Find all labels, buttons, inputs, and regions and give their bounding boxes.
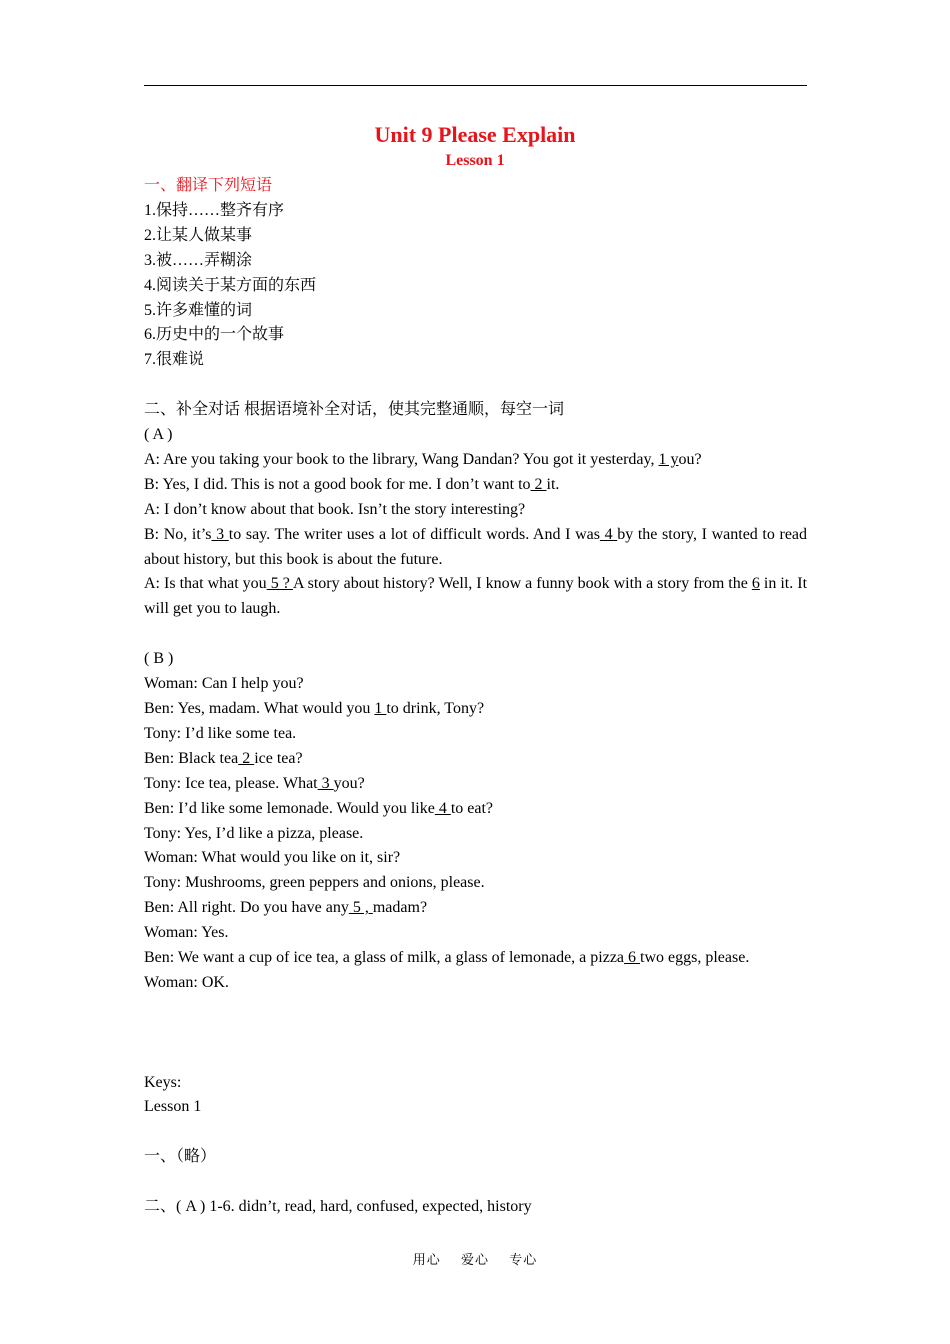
key-section1: 一、（略） (144, 1148, 217, 1166)
dialogue-b-line (144, 971, 807, 996)
dialogue-a-line (144, 448, 807, 473)
dialogue-b (144, 672, 807, 996)
blank: 6 (624, 949, 641, 967)
text-run: A: Is that what you (144, 575, 267, 593)
footer-item: 专心 (509, 1252, 538, 1267)
phrase-item: 5.许多难懂的词 (144, 301, 253, 319)
text-run: Woman: Yes. (144, 924, 229, 942)
blank: 5 , (348, 899, 373, 917)
dialogue-b-line (144, 921, 807, 946)
blank: 5 ? (266, 575, 293, 593)
text-run: Ben: I’d like some lemonade. Would you like (144, 799, 435, 817)
lesson-subtitle: Lesson 1 (445, 152, 505, 169)
blank: 3 (317, 774, 334, 792)
page-title: Unit 9 Please Explain (374, 122, 576, 147)
keys-lesson: Lesson 1 (144, 1098, 202, 1116)
dialogue-b-line (144, 896, 807, 921)
dialogue-b-line (144, 871, 807, 896)
blank: 1 (374, 700, 387, 717)
top-rule (144, 85, 807, 86)
text-run: Woman: What would you like on it, sir? (144, 849, 401, 867)
page-footer (0, 1249, 950, 1268)
phrase-item: 3.被……弄糊涂 (144, 251, 253, 269)
text-run: A: Are you taking your book to the library, Wang Dandan? You got it yesterday, (144, 450, 659, 468)
dialogue-b-line (144, 846, 807, 871)
dialogue-a-label: ( A ) (144, 426, 173, 444)
phrase-item: 1.保持……整齐有序 (144, 201, 285, 219)
section1-heading: 一、翻译下列短语 (144, 177, 273, 194)
text-run: you? (333, 774, 365, 792)
dialogue-b-line (144, 747, 807, 772)
blank: 3 (211, 525, 229, 543)
dialogue-b-label: ( B ) (144, 650, 174, 668)
dialogue-b-line (144, 672, 807, 697)
text-run: Ben: We want a cup of ice tea, a glass of milk, a glass of lemonade, a pizza (144, 949, 625, 967)
phrase-item: 2.让某人做某事 (144, 226, 253, 244)
dialogue-b-line (144, 797, 807, 822)
text-run: Tony: Ice tea, please. What (144, 774, 318, 792)
dialogue-a-line (144, 523, 807, 573)
blank: 2 (530, 475, 547, 493)
phrase-item: 4.阅读关于某方面的东西 (144, 276, 317, 294)
text-run: it. (546, 475, 560, 493)
blank: 6 (751, 575, 760, 593)
document-body (144, 174, 807, 1220)
section2-heading: 二、补全对话 根据语境补全对话，使其完整通顺，每空一词 (144, 401, 565, 419)
text-run: A story about history? Well, I know a funny book with a story from the (292, 575, 752, 593)
blank: 2 (238, 749, 255, 767)
text-run: Tony: Mushrooms, green peppers and onions, please. (144, 874, 485, 892)
text-run: to eat? (450, 799, 494, 817)
text-run: two eggs, please. (640, 949, 750, 967)
phrase-item: 6.历史中的一个故事 (144, 326, 285, 344)
text-run: Ben: Yes, madam. What would you (144, 700, 375, 717)
dialogue-b-line (144, 772, 807, 797)
dialogue-b-line (144, 946, 807, 971)
text-run: B: No, it’s (144, 525, 212, 543)
text-run: in it. It will get you to laugh. (144, 575, 808, 618)
text-run: to drink, Tony? (386, 700, 485, 717)
dialogue-b-line (144, 722, 807, 747)
text-run: Ben: Black tea (144, 749, 239, 767)
blank: 4 (434, 799, 451, 817)
text-run: Tony: Yes, I’d like a pizza, please. (144, 824, 364, 842)
dialogue-a-line: A: I don’t know about that book. Isn’t the story interesting? (144, 500, 526, 518)
text-run: Woman: Can I help you? (144, 675, 304, 693)
text-run: Ben: All right. Do you have any (144, 899, 349, 917)
key-section2: 二、( A ) 1-6. didn’t, read, hard, confused, expected, history (144, 1198, 532, 1216)
phrase-item: 7.很难说 (144, 351, 205, 369)
text-run: by the story, I wanted to read about history, but this book is about the future. (144, 525, 808, 568)
blank: 1 y (658, 450, 679, 468)
text-run: to say. The writer uses a lot of difficult words. And I was (228, 525, 600, 543)
text-run: B: Yes, I did. This is not a good book for me. I don’t want to (144, 475, 531, 493)
dialogue-a-line (144, 473, 807, 498)
blank: 4 (599, 525, 618, 543)
text-run: ice tea? (254, 749, 303, 767)
footer-item: 爱心 (460, 1252, 489, 1267)
text-run: ou? (678, 450, 702, 468)
text-run: Tony: I’d like some tea. (144, 724, 297, 742)
text-run: madam? (372, 899, 428, 917)
dialogue-a-line (144, 572, 807, 622)
footer-item: 用心 (412, 1252, 441, 1267)
dialogue-b-line (144, 822, 807, 847)
text-run: Woman: OK. (144, 973, 229, 991)
keys-label: Keys: (144, 1073, 182, 1091)
dialogue-b-line (144, 697, 807, 722)
